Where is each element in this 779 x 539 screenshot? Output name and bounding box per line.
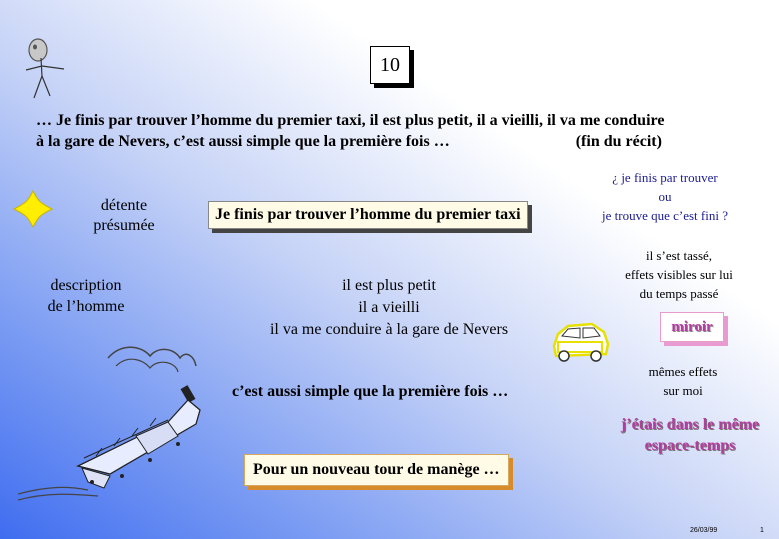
tasse-text (606, 246, 752, 303)
intro-text (36, 110, 776, 152)
miroir-label: miroir (660, 312, 724, 342)
memes-line-2: sur moi (663, 383, 703, 398)
memes-line-1: mêmes effets (648, 364, 718, 379)
footer-date: 26/03/99 (690, 527, 718, 534)
detente-label (78, 196, 170, 236)
slide-number: 10 (370, 46, 410, 84)
question-line-3: je trouve que c’est fini ? (602, 208, 728, 223)
description-line-1: description (50, 277, 122, 294)
intro-line-1: … Je finis par trouver l’homme du premier taxi, il est plus petit, il a vieilli, il va me conduire (36, 112, 665, 129)
right-question (590, 168, 740, 225)
memes-effets-text (628, 362, 738, 400)
etais-line-1: j’étais dans le même (620, 416, 760, 433)
etais-line-2: espace-temps (644, 437, 736, 454)
car-icon (548, 316, 612, 366)
intro-end: (fin du récit) (575, 133, 662, 150)
tasse-line-2: effets visibles sur lui (625, 267, 733, 282)
stick-figure-icon (14, 36, 74, 116)
question-line-2: ou (658, 189, 672, 204)
train-icon (18, 336, 218, 504)
simple-text: c’est aussi simple que la première fois … (232, 383, 509, 400)
tasse-line-1: il s’est tassé, (645, 248, 713, 263)
main-statement-box: Je finis par trouver l’homme du premier taxi (208, 201, 528, 229)
center-description (244, 275, 534, 341)
detente-line-2: présumée (93, 217, 155, 234)
center-line-2: il a vieilli (358, 299, 420, 316)
description-label (38, 275, 134, 317)
espace-temps-text (614, 414, 766, 456)
question-line-1: ¿ je finis par trouver (612, 170, 718, 185)
intro-line-2 (36, 131, 776, 152)
intro-line-2-text: à la gare de Nevers, c’est aussi simple que la première fois … (36, 133, 450, 150)
footer-page-number: 1 (760, 527, 764, 534)
center-line-1: il est plus petit (342, 277, 436, 294)
description-line-2: de l’homme (47, 298, 125, 315)
center-line-3: il va me conduire à la gare de Nevers (269, 321, 509, 338)
tasse-line-3: du temps passé (639, 286, 719, 301)
detente-line-1: détente (100, 197, 148, 214)
star-icon (12, 189, 54, 229)
tour-de-manege-box: Pour un nouveau tour de manège … (244, 454, 509, 486)
